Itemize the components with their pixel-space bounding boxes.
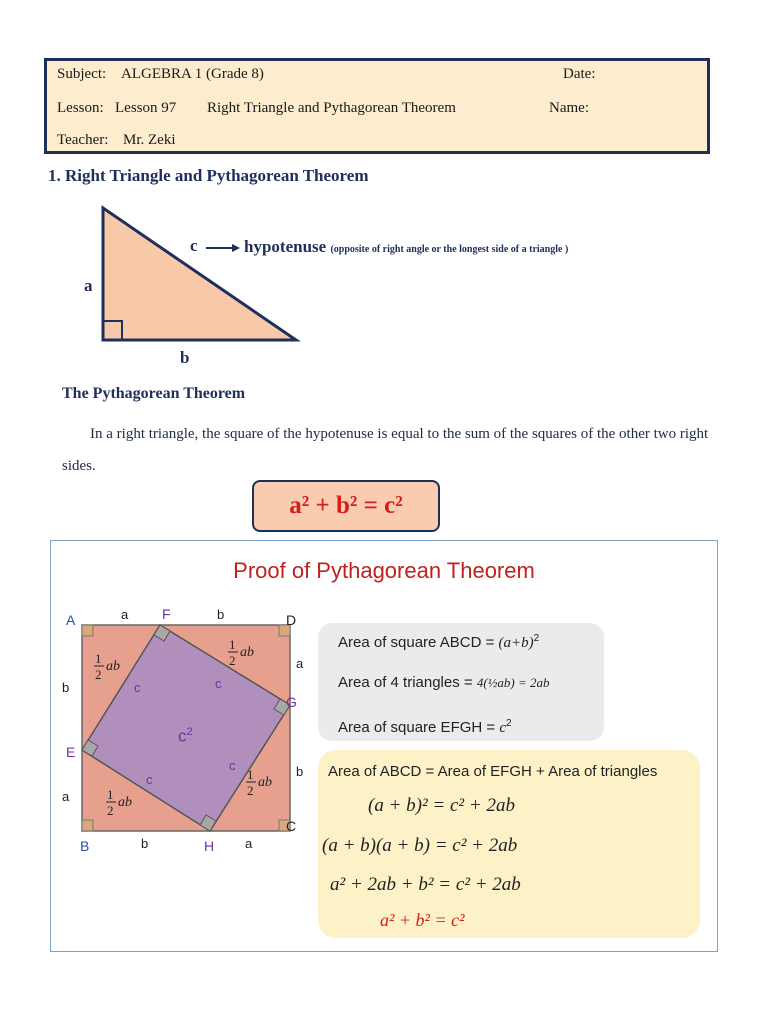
pythagorean-formula: a² + b² = c² bbox=[252, 480, 440, 532]
half-left-ab: ab bbox=[106, 659, 120, 674]
equation-result: a² + b² = c² bbox=[380, 910, 465, 930]
corner-mark-a bbox=[82, 625, 93, 636]
area-triangles-label: Area of 4 triangles = bbox=[338, 674, 473, 691]
seg-right-a: a bbox=[296, 656, 304, 671]
area-abcd-exp: 2 bbox=[533, 633, 540, 644]
seg-left-b: b bbox=[62, 680, 70, 695]
area-abcd-label: Area of square ABCD = bbox=[338, 634, 495, 651]
area-efgh-line bbox=[338, 718, 512, 737]
vertex-g: G bbox=[286, 694, 297, 710]
half-right-den: 2 bbox=[247, 783, 254, 798]
vertex-c: C bbox=[286, 818, 297, 834]
area-efgh-expr: c bbox=[499, 720, 506, 736]
side-a-label: a bbox=[84, 276, 93, 295]
name-label: Name: bbox=[549, 100, 589, 116]
lesson-title: Right Triangle and Pythagorean Theorem bbox=[207, 100, 456, 116]
date-label: Date: bbox=[563, 66, 596, 82]
seg-bottom-b: b bbox=[141, 836, 149, 851]
vertex-h: H bbox=[204, 838, 215, 854]
proof-title: Proof of Pythagorean Theorem bbox=[233, 558, 535, 583]
vertex-e: E bbox=[66, 744, 76, 760]
subject-label: Subject: bbox=[57, 66, 107, 82]
vertex-d: D bbox=[286, 612, 297, 628]
lesson-number: Lesson 97 bbox=[115, 100, 177, 116]
vertex-b: B bbox=[80, 838, 90, 854]
seg-left-a: a bbox=[62, 789, 70, 804]
teacher-label: Teacher: bbox=[57, 132, 109, 148]
half-top-ab: ab bbox=[240, 645, 254, 660]
side-c-label: c bbox=[190, 236, 198, 255]
inner-c-3: c bbox=[146, 772, 153, 787]
area-triangles-line bbox=[338, 674, 550, 691]
area-triangles-expr: 4(½ab) = 2ab bbox=[476, 675, 550, 690]
area-efgh-exp: 2 bbox=[506, 718, 512, 729]
seg-right-b: b bbox=[296, 764, 304, 779]
seg-top-a: a bbox=[121, 607, 129, 622]
equation-3: a² + 2ab + b² = c² + 2ab bbox=[330, 874, 521, 895]
equation-1: (a + b)² = c² + 2ab bbox=[368, 795, 515, 816]
inner-c-2: c bbox=[215, 676, 222, 691]
half-right-num: 1 bbox=[247, 767, 254, 782]
derivation-header: Area of ABCD = Area of EFGH + Area of triangles bbox=[328, 763, 658, 780]
center-c: c bbox=[178, 726, 187, 746]
side-b-label: b bbox=[180, 348, 190, 367]
theorem-text: In a right triangle, the square of the hypotenuse is equal to the sum of the squares of the other two right sides. bbox=[62, 426, 709, 474]
lesson-label: Lesson: bbox=[57, 100, 104, 116]
half-top-den: 2 bbox=[229, 653, 236, 668]
hypotenuse-word: hypotenuse bbox=[244, 237, 327, 256]
half-top-num: 1 bbox=[229, 637, 236, 652]
area-abcd-line bbox=[338, 633, 539, 652]
half-right-ab: ab bbox=[258, 775, 272, 790]
inner-c-4: c bbox=[229, 758, 236, 773]
section-title: 1. Right Triangle and Pythagorean Theorem bbox=[48, 166, 369, 185]
seg-top-b: b bbox=[217, 607, 225, 622]
theorem-heading: The Pythagorean Theorem bbox=[62, 385, 246, 402]
half-left-den: 2 bbox=[95, 667, 102, 682]
center-c-squared bbox=[178, 726, 193, 747]
teacher-value: Mr. Zeki bbox=[123, 132, 176, 148]
equation-2: (a + b)(a + b) = c² + 2ab bbox=[322, 835, 518, 856]
vertex-a: A bbox=[66, 612, 76, 628]
half-left-num: 1 bbox=[95, 651, 102, 666]
inner-c-1: c bbox=[134, 680, 141, 695]
hypotenuse-note: (opposite of right angle or the longest side of a triangle ) bbox=[330, 244, 569, 255]
half-bottom-ab: ab bbox=[118, 795, 132, 810]
seg-bottom-a: a bbox=[245, 836, 253, 851]
half-bottom-den: 2 bbox=[107, 803, 114, 818]
subject-value: ALGEBRA 1 (Grade 8) bbox=[121, 66, 264, 82]
vertex-f: F bbox=[162, 606, 171, 622]
half-bottom-num: 1 bbox=[107, 787, 114, 802]
area-abcd-expr: (a+b) bbox=[498, 635, 534, 651]
area-efgh-label: Area of square EFGH = bbox=[338, 719, 496, 736]
center-exp: 2 bbox=[186, 726, 193, 738]
corner-mark-b bbox=[82, 820, 93, 831]
